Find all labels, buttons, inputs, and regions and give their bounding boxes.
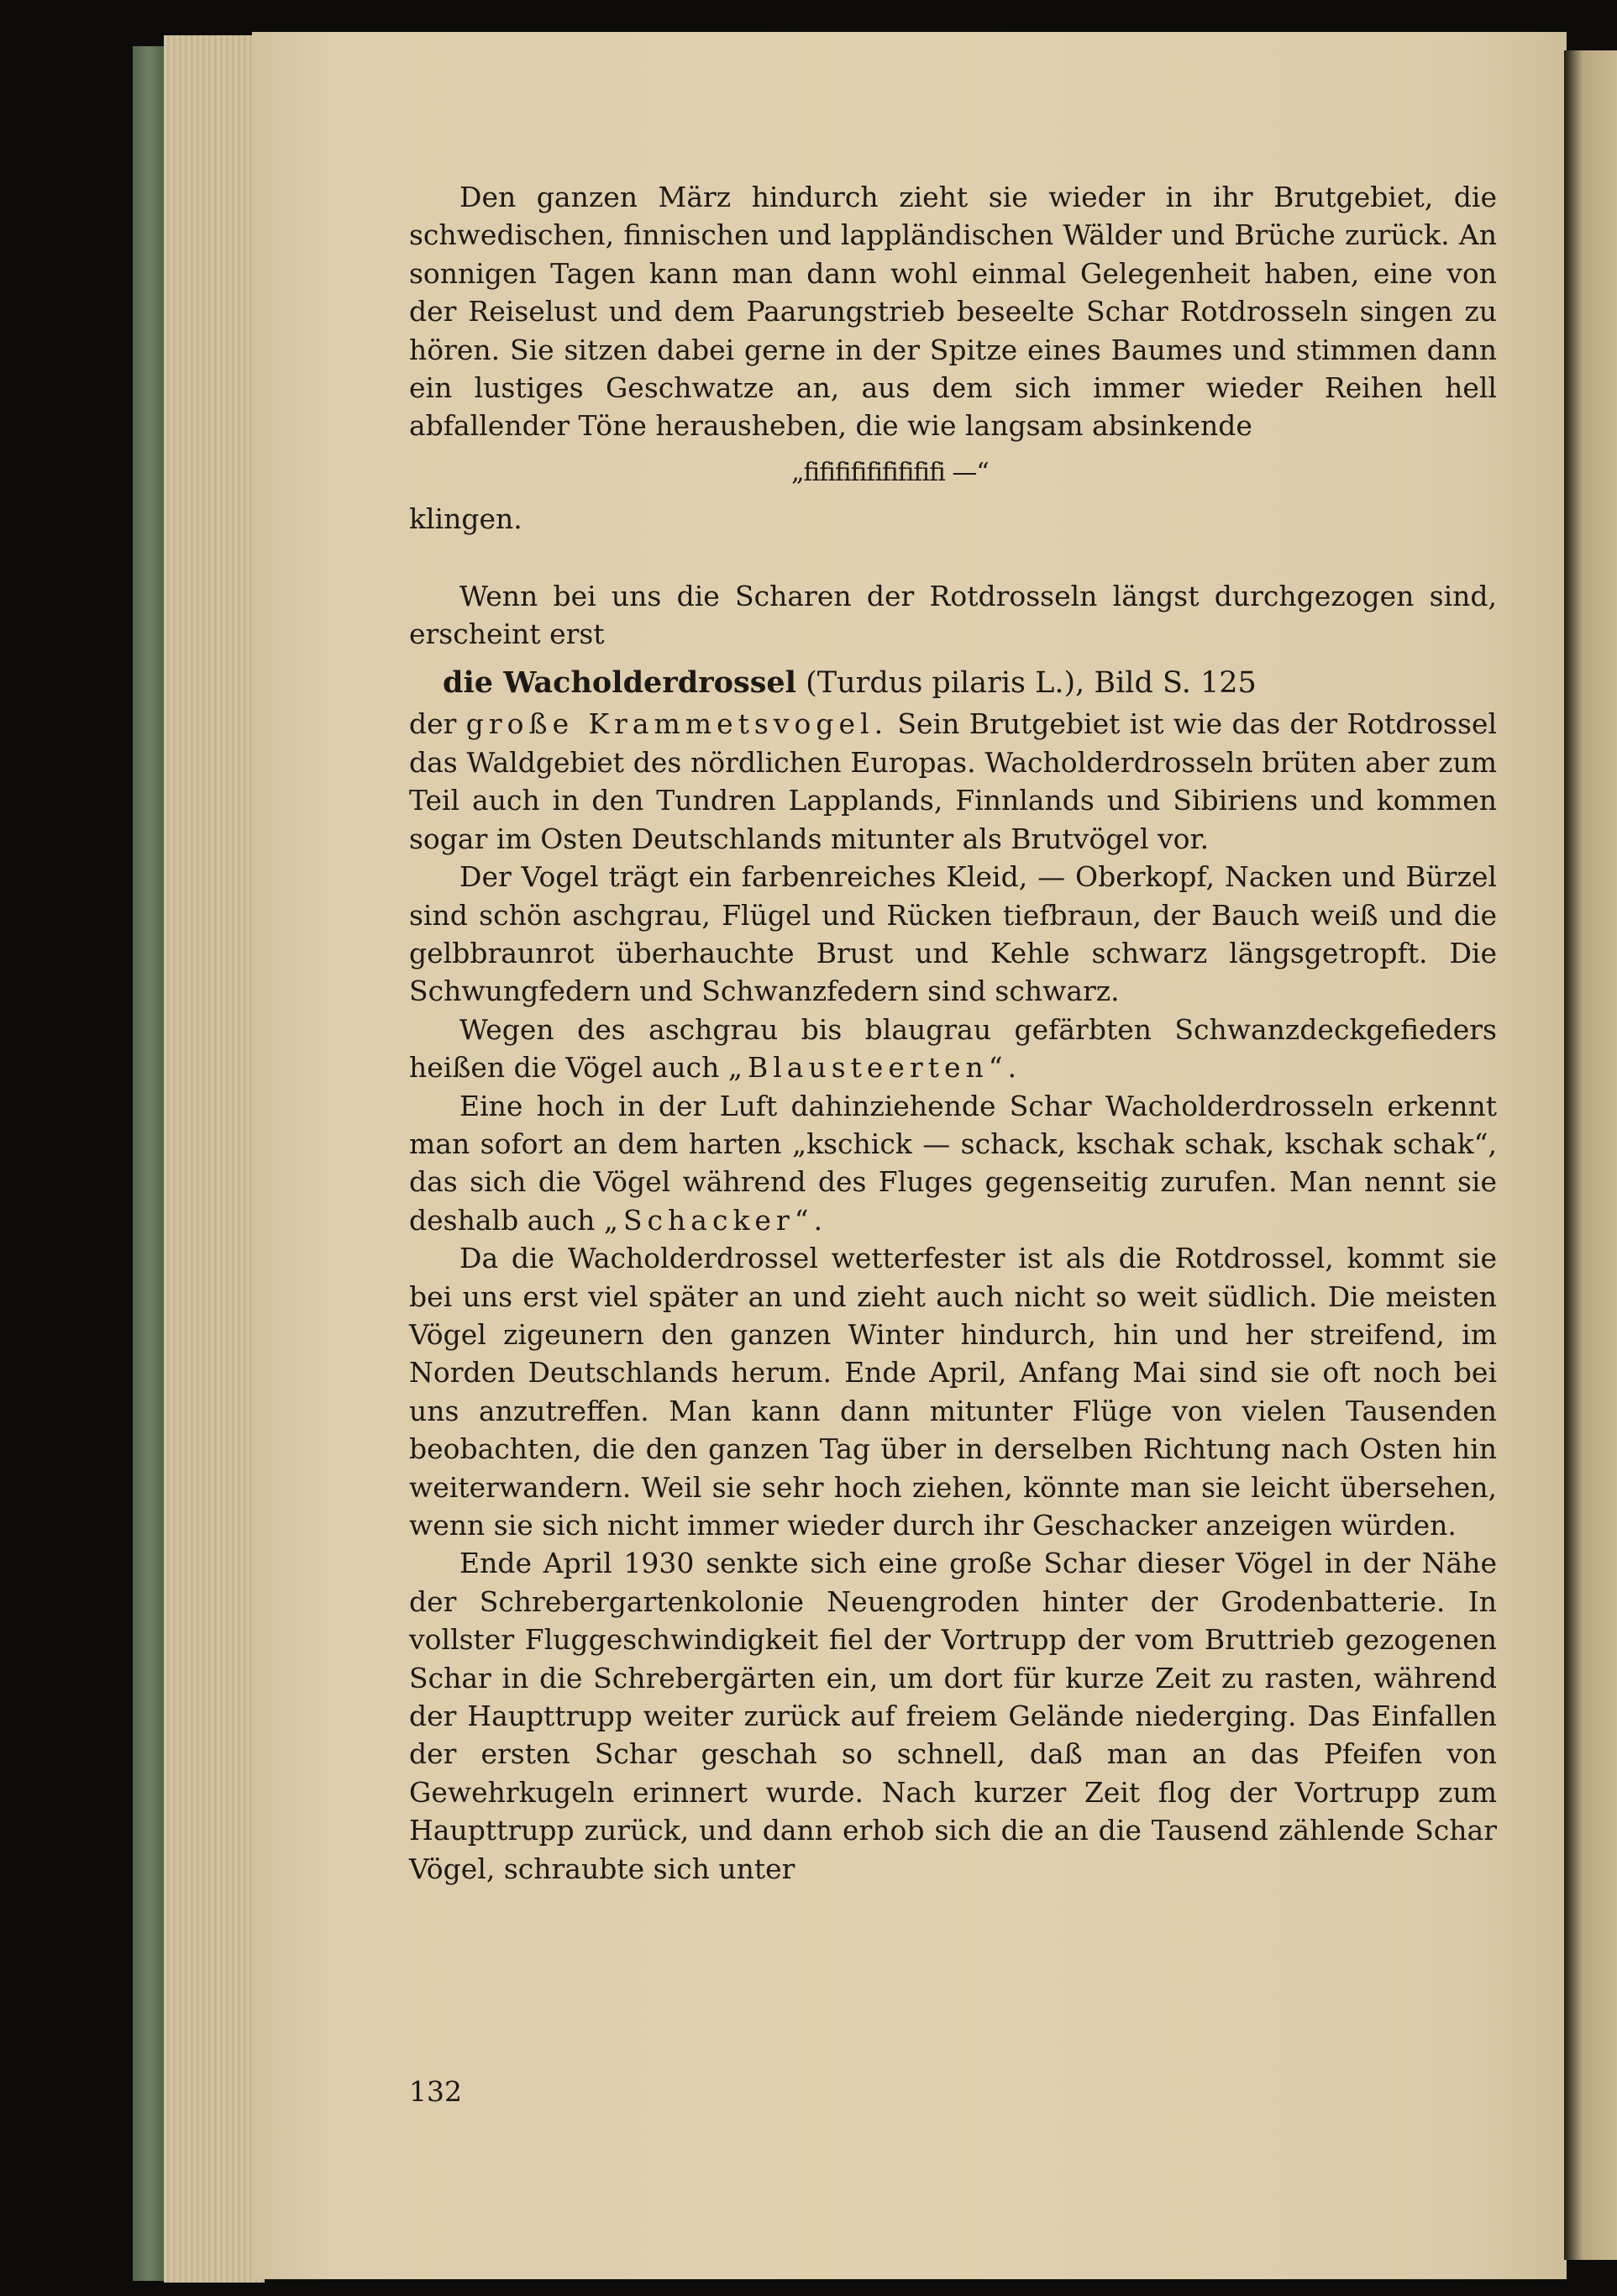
species-latin-name: (Turdus pilaris L.), <box>806 666 1085 701</box>
species-name: die Wacholderdrossel <box>443 665 796 701</box>
paragraph-6 <box>409 1087 1497 1240</box>
page-stack-edge <box>164 35 265 2283</box>
spaced-nickname-blausteerten: „Blausteerten“. <box>727 1051 1022 1085</box>
paragraph-3-rest: Sein Brutgebiet ist wie das der Rotdrossel das Waldgebiet des nördlichen Europas. Wacholderdrosseln brüten aber zum Teil auch in den Tundren Lapplands, Finnlands und Sibiriens und kommen sogar im Osten Deutschlands mitunter als Brutvögel vor. <box>409 707 1498 855</box>
paragraph-6-text: Eine hoch in der Luft dahinziehende Schar Wacholderdrosseln erkennt man sofort an dem harten „kschick — schack, kschak schak, kschak schak“, das sich die Vögel während des Fluges gegenseitig zurufen. Man nennt sie deshalb auch <box>409 1089 1497 1237</box>
spaced-common-name: große Krammetsvogel. <box>465 707 889 741</box>
paragraph-4: Der Vogel trägt ein farbenreiches Kleid, — Oberkopf, Nacken und Bürzel sind schön aschgrau, Flügel und Rücken tiefbraun, der Bauch weiß und die gelbbraunrot überhauchte Brust und Kehle schwarz längsgetropft. Die Schwungfedern und Schwanzfedern sind schwarz. <box>409 860 1497 1008</box>
paragraph-gap <box>409 539 1497 577</box>
paragraph-5-text: Wegen des aschgrau bis blaugrau gefärbten Schwanzdeckgefieders heißen die Vögel auch <box>409 1012 1497 1085</box>
paragraph-2: Wenn bei uns die Scharen der Rotdrosseln längst durchgezogen sind, erscheint erst <box>409 579 1497 651</box>
paragraph-1: Den ganzen März hindurch zieht sie wieder in ihr Brutgebiet, die schwedischen, finnischen und lappländischen Wälder und Brüche zurück. An sonnigen Tagen kann man dann wohl einmal Gelegenheit haben, eine von der Reiselust und dem Paarungstrieb beseelte Schar Rotdrosseln singen zu hören. Sie sitzen dabei gerne in der Spitze eines Baumes und stimmen dann ein lustiges Geschwatze an, aus dem sich immer wieder Reihen hell abfallender Töne herausheben, die wie langsam absinkende <box>409 181 1497 443</box>
page-number: 132 <box>409 2075 462 2108</box>
spaced-nickname-schacker: „Schacker“. <box>603 1203 828 1237</box>
book-cover-edge <box>133 46 166 2281</box>
facing-page-edge <box>1564 50 1617 2260</box>
song-quote: „fififififififififi —“ <box>791 457 989 487</box>
paragraph-8: Ende April 1930 senkte sich eine große Schar dieser Vögel in der Nähe der Schrebergartenkolonie Neuengroden hinter der Grodenbatterie. In vollster Fluggeschwindigkeit fiel der Vortrupp der vom Bruttrieb gezogenen Schar in die Schrebergärten ein, um dort für kurze Zeit zu rasten, während der Haupttrupp weiter zurück auf freiem Gelände niederging. Das Einfallen der ersten Schar geschah so schnell, daß man an das Pfeifen von Gewehrkugeln erinnert wurde. Nach kurzer Zeit flog der Vortrupp zum Haupttrupp zurück, und dann erhob sich die an die Tausend zählende Schar Vögel, schraubte sich unter <box>409 1547 1497 1885</box>
figure-reference: Bild S. 125 <box>1094 666 1257 701</box>
page-body-text <box>409 178 1497 1888</box>
paragraph-7: Da die Wacholderdrossel wetterfester ist als die Rotdrossel, kommt sie bei uns erst viel später an und zieht auch nicht so weit südlich. Die meisten Vögel zigeunern den ganzen Winter hindurch, hin und her streifend, im Norden Deutschlands herum. Ende April, Anfang Mai sind sie oft noch bei uns anzutreffen. Man kann dann mitunter Flüge von vielen Tausenden beobachten, die den ganzen Tag über in derselben Richtung nach Osten hin weiterwandern. Weil sie sehr hoch ziehen, könnte man sie leicht übersehen, wenn sie sich nicht immer wieder durch ihr Geschacker anzeigen würden. <box>409 1242 1497 1542</box>
paragraph-5 <box>409 1011 1497 1087</box>
paragraph-1-end: klingen. <box>409 502 522 536</box>
paragraph-3-start: der <box>409 707 466 741</box>
species-heading <box>409 661 1497 705</box>
paragraph-3 <box>409 705 1497 858</box>
